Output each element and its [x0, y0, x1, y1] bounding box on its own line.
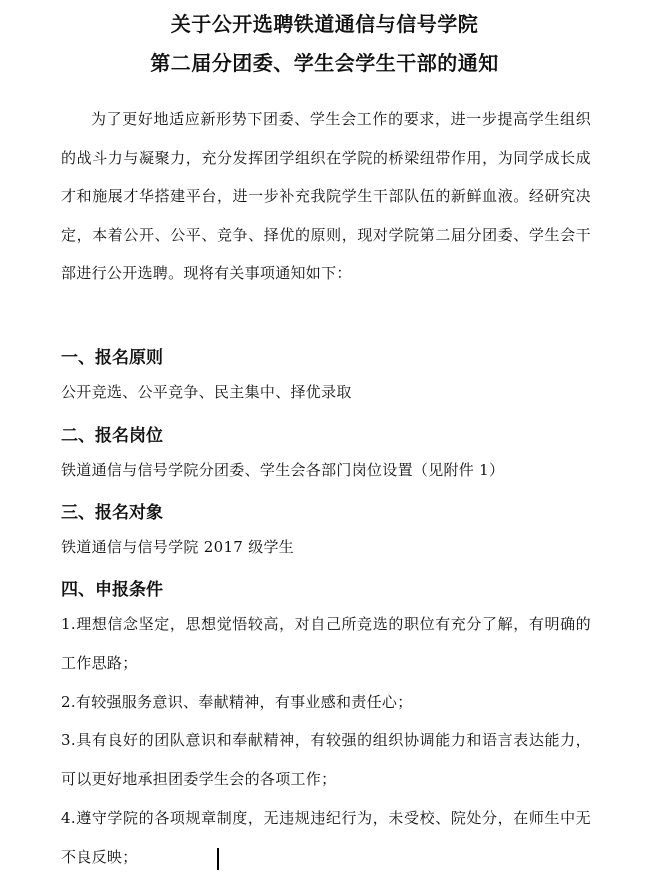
section-content-positions: 铁道通信与信号学院分团委、学生会各部门岗位设置（见附件 1） [61, 461, 505, 479]
section-heading-eligibility: 三、报名对象 [61, 503, 163, 523]
requirement-item-2: 2.有较强服务意识、奉献精神，有事业感和责任心； [61, 693, 413, 711]
section-heading-requirements: 四、申报条件 [61, 580, 163, 600]
document-title-line-2: 第二届分团委、学生会学生干部的通知 [150, 51, 499, 75]
document-title-line-1: 关于公开选聘铁道通信与信号学院 [170, 12, 479, 36]
requirement-item-4: 4.遵守学院的各项规章制度，无违规违纪行为，未受校、院处分，在师生中无不良反映； [61, 809, 591, 866]
text-cursor [217, 848, 219, 870]
section-heading-principle: 一、报名原则 [61, 348, 163, 368]
requirement-item-1: 1.理想信念坚定，思想觉悟较高，对自己所竞选的职位有充分了解，有明确的工作思路； [61, 615, 591, 672]
intro-paragraph: 为了更好地适应新形势下团委、学生会工作的要求，进一步提高学生组织的战斗力与凝聚力，充分发挥团学组织在学院的桥梁纽带作用，为同学成长成才和施展才华搭建平台，进一步补充我院学生干部队伍的新鲜血液。经研究决定，本着公开、公平、竞争、择优的原则，现对学院第二届分团委、学生会干部进行公开选聘。现将有关事项通知如下： [61, 110, 591, 283]
requirement-item-3: 3.具有良好的团队意识和奉献精神，有较强的组织协调能力和语言表达能力，可以更好地承担团委学生会的各项工作； [61, 731, 591, 788]
section-content-eligibility: 铁道通信与信号学院 2017 级学生 [61, 538, 295, 556]
section-heading-positions: 二、报名岗位 [61, 426, 163, 446]
section-content-principle: 公开竞选、公平竞争、民主集中、择优录取 [61, 383, 352, 401]
